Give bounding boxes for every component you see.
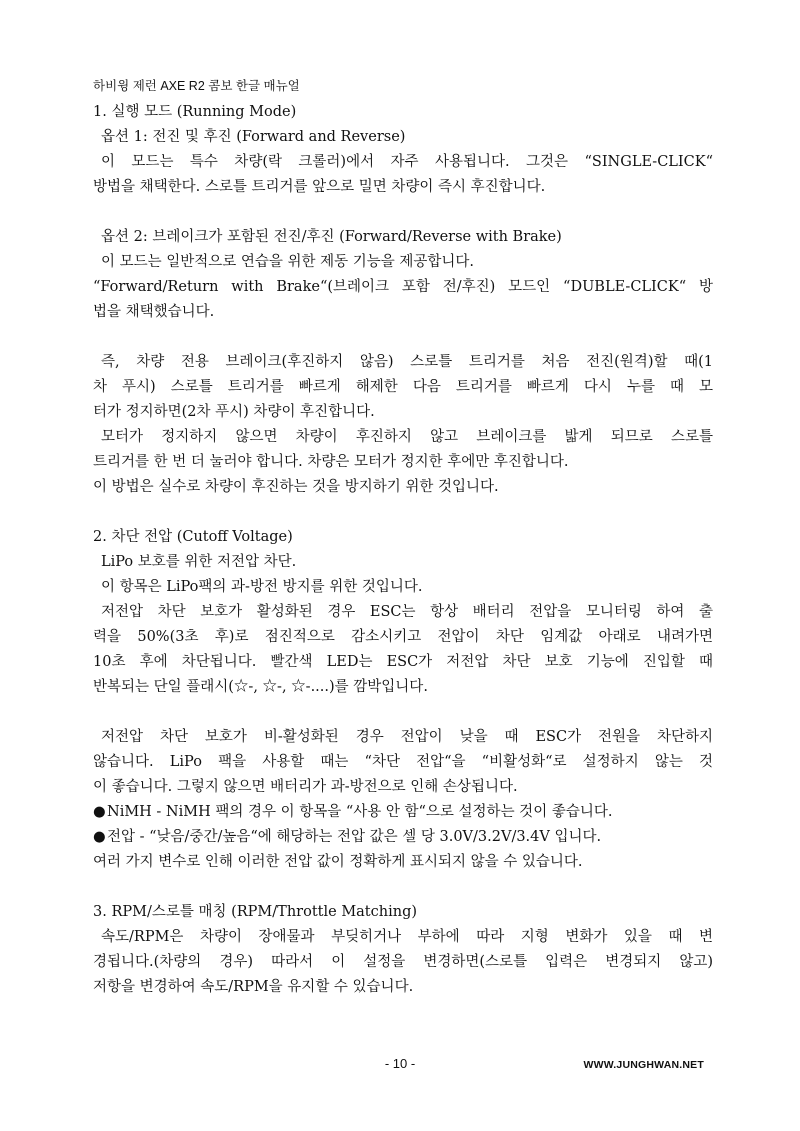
brake-paragraph-line: 즉, 차량 전용 브레이크(후진하지 않음) 스로틀 트리거를 처음 전진(원격)할 때(1 xyxy=(101,354,713,370)
cutoff-disabled-line: 저전압 차단 보호가 비-활성화된 경우 전압이 낮을 때 ESC가 전원을 차단하지 xyxy=(101,729,713,745)
section-title-rpm-throttle: 3. RPM/스로틀 매칭 (RPM/Throttle Matching) xyxy=(93,904,418,920)
option1-title: 옵션 1: 전진 및 후진 (Forward and Reverse) xyxy=(101,129,406,145)
bullet-item-nimh xyxy=(93,800,713,825)
bullet-item-voltage xyxy=(93,825,713,850)
brake-paragraph-line: 차 푸시) 스로틀 트리거를 빠르게 해제한 다음 트리거를 빠르게 다시 누를 때 모 xyxy=(93,379,713,395)
cutoff-line: 력을 50%(3초 후)로 점진적으로 감소시키고 전압이 차단 임계값 아래로 내려가면 xyxy=(93,629,713,645)
brake-paragraph-line: 모터가 정지하지 않으면 차량이 후진하지 않고 브레이크를 밟게 되므로 스로틀 xyxy=(101,429,713,445)
cutoff-line: 저전압 차단 보호가 활성화된 경우 ESC는 항상 배터리 전압을 모니터링 하여 출 xyxy=(101,604,713,620)
cutoff-disabled-line: 않습니다. LiPo 팩을 사용할 때는 “차단 전압“을 “비활성화“로 설정하지 않는 것 xyxy=(93,754,713,770)
section-title-running-mode: 1. 실행 모드 (Running Mode) xyxy=(93,104,297,120)
option1-line: 이 모드는 특수 차량(락 크롤러)에서 자주 사용됩니다. 그것은 “SINGLE-CLICK“ xyxy=(101,154,713,170)
cutoff-line: 10초 후에 차단됩니다. 빨간색 LED는 ESC가 저전압 차단 보호 기능에 진입할 때 xyxy=(93,654,713,670)
option1-line: 방법을 채택한다. 스로틀 트리거를 앞으로 밀면 차량이 즉시 후진합니다. xyxy=(93,179,546,195)
bullet-text: NiMH - NiMH 팩의 경우 이 항목을 “사용 안 함“으로 설정하는 것이 좋습니다. xyxy=(107,804,613,820)
brake-paragraph-line: 터가 정지하면(2차 푸시) 차량이 후진합니다. xyxy=(93,404,375,420)
option2-line: 법을 채택했습니다. xyxy=(93,304,215,320)
page-number: - 10 - xyxy=(384,1056,416,1071)
footer-website: WWW.JUNGHWAN.NET xyxy=(583,1059,704,1071)
brake-paragraph-line: 트리거를 한 번 더 눌러야 합니다. 차량은 모터가 정지한 후에만 후진합니다. xyxy=(93,454,569,470)
brake-paragraph-line: 이 방법은 실수로 차량이 후진하는 것을 방지하기 위한 것입니다. xyxy=(93,479,499,495)
rpm-line: 경됩니다.(차량의 경우) 따라서 이 설정을 변경하면(스로틀 입력은 변경되지 않고) xyxy=(93,954,713,970)
cutoff-line: 반복되는 단일 플래시(☆-, ☆-, ☆-....)를 깜박입니다. xyxy=(93,679,428,695)
bullet-text: 전압 - “낮음/중간/높음“에 해당하는 전압 값은 셀 당 3.0V/3.2V/3.4V 입니다. xyxy=(107,829,602,845)
cutoff-disabled-line: 이 좋습니다. 그렇지 않으면 배터리가 과-방전으로 인해 손상됩니다. xyxy=(93,779,518,795)
option2-title: 옵션 2: 브레이크가 포함된 전진/후진 (Forward/Reverse with Brake) xyxy=(101,229,562,245)
section-title-cutoff-voltage: 2. 차단 전압 (Cutoff Voltage) xyxy=(93,529,293,545)
rpm-line: 저항을 변경하여 속도/RPM을 유지할 수 있습니다. xyxy=(93,979,414,995)
cutoff-note-line: 여러 가지 변수로 인해 이러한 전압 값이 정확하게 표시되지 않을 수 있습니다. xyxy=(93,854,583,870)
bullet-icon: ● xyxy=(93,804,106,820)
cutoff-line: 이 항목은 LiPo팩의 과-방전 방지를 위한 것입니다. xyxy=(101,579,423,595)
document-header: 하비윙 제런 AXE R2 콤보 한글 매뉴얼 xyxy=(93,79,300,93)
manual-content xyxy=(93,100,713,1000)
rpm-line: 속도/RPM은 차량이 장애물과 부딪히거나 부하에 따라 지형 변화가 있을 때 변 xyxy=(101,929,713,945)
bullet-icon: ● xyxy=(93,829,106,845)
option2-line: “Forward/Return with Brake“(브레이크 포함 전/후진) 모드인 “DUBLE-CLICK“ 방 xyxy=(93,279,713,295)
cutoff-line: LiPo 보호를 위한 저전압 차단. xyxy=(101,554,297,570)
option2-line: 이 모드는 일반적으로 연습을 위한 제동 기능을 제공합니다. xyxy=(101,254,475,270)
